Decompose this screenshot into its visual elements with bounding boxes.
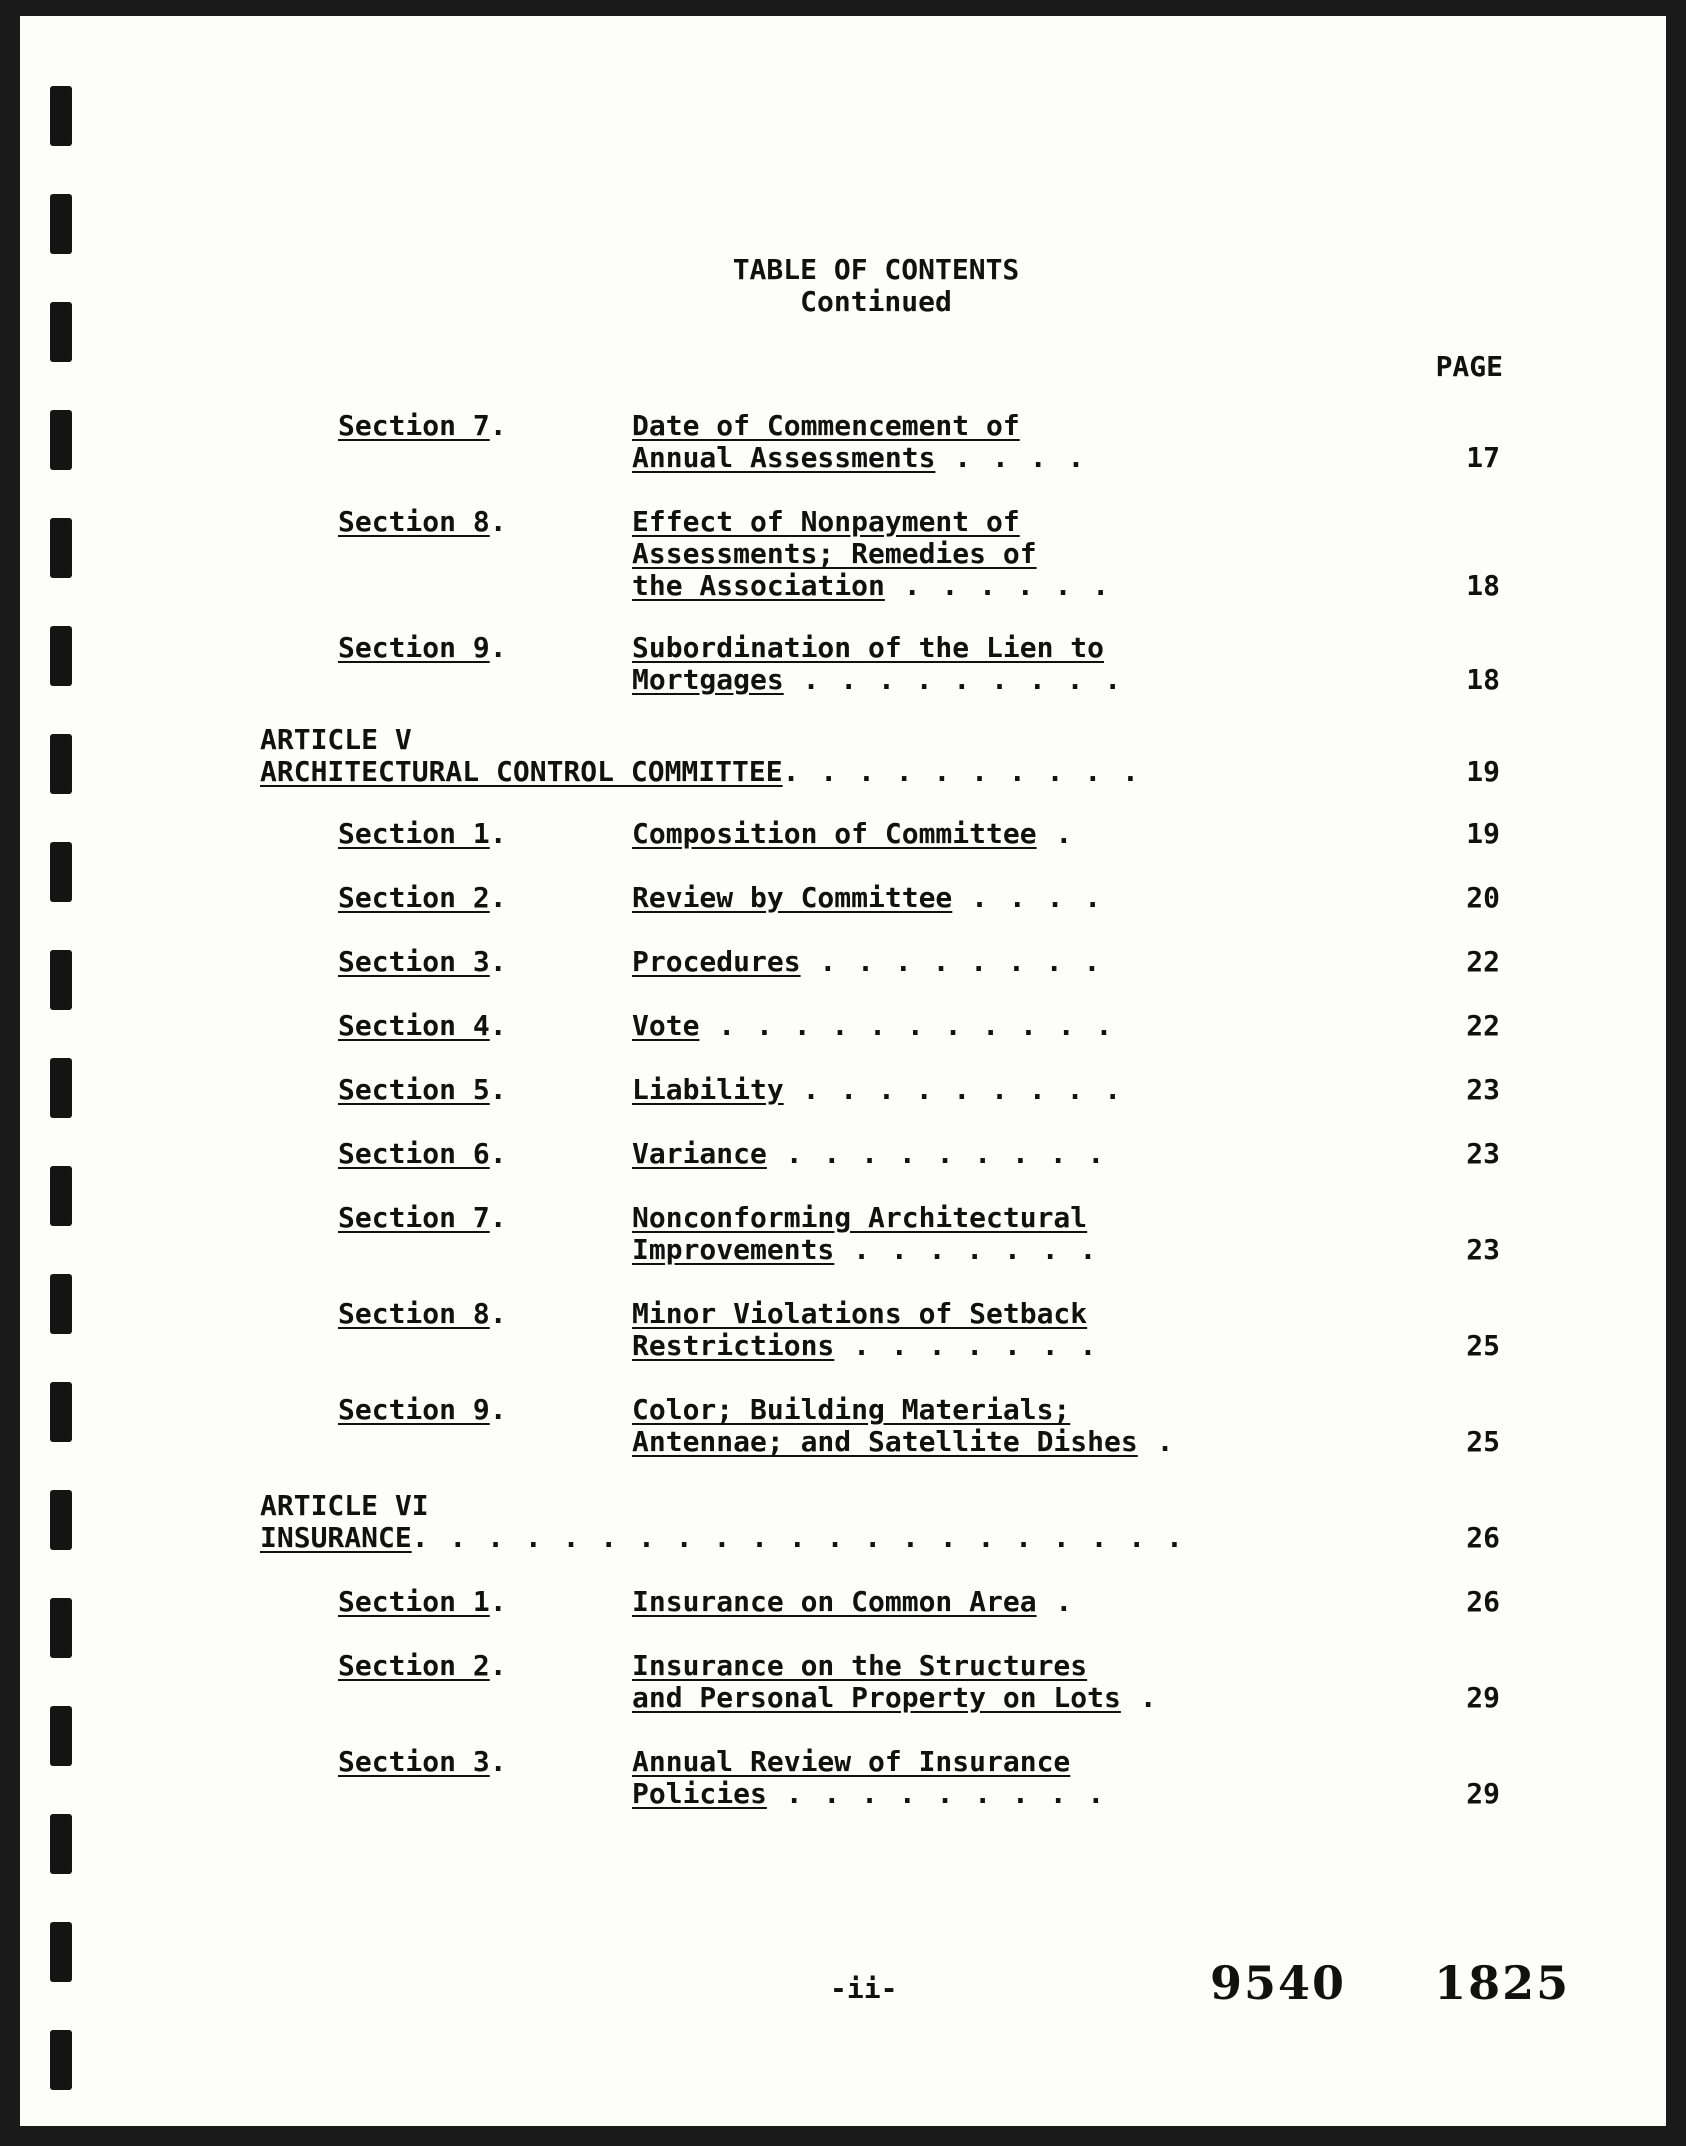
section-title-text: and Personal Property on Lots	[632, 1682, 1121, 1714]
punch-hole	[50, 518, 72, 578]
article-number: ARTICLE VI	[260, 1490, 429, 1522]
punch-hole	[50, 86, 72, 146]
page-number: 20	[1466, 881, 1500, 914]
section-title-text: Assessments; Remedies of	[632, 538, 1037, 570]
section-title-text: Variance	[632, 1138, 767, 1170]
punch-hole	[50, 1166, 72, 1226]
section-title-text: the Association	[632, 570, 885, 602]
leader-dots: . . . . . . .	[834, 1330, 1099, 1362]
punch-hole	[50, 1922, 72, 1982]
section-label: Section 9.	[338, 1393, 507, 1426]
page-number: 19	[1466, 755, 1500, 788]
punch-hole	[50, 1382, 72, 1442]
section-title-line	[632, 818, 1252, 850]
leader-dots: .	[1120, 1682, 1159, 1714]
document-stamp	[1210, 1956, 1570, 2010]
page-number: 25	[1466, 1425, 1500, 1458]
punch-hole	[50, 1706, 72, 1766]
section-title-line	[632, 1426, 1252, 1458]
section-label: Section 8.	[338, 1297, 507, 1330]
stamp-number-left: 9540	[1210, 1956, 1347, 2010]
section-title-line	[632, 632, 1252, 664]
toc-header	[20, 254, 1666, 318]
article-title-line	[260, 756, 1260, 788]
section-label: Section 2.	[338, 881, 507, 914]
section-title-text: Procedures	[632, 946, 801, 978]
section-title-text: Nonconforming Architectural	[632, 1202, 1088, 1234]
section-title-text: Mortgages	[632, 664, 784, 696]
section-title-line	[632, 506, 1252, 538]
section-title-line	[632, 1682, 1252, 1714]
section-title-line	[632, 882, 1252, 914]
leader-dots: . . . . . . . . .	[766, 1778, 1107, 1810]
section-label-text: Section 5	[338, 1073, 490, 1106]
section-title-line	[632, 1586, 1252, 1618]
section-title	[632, 1010, 1252, 1042]
section-label: Section 6.	[338, 1137, 507, 1170]
footer-page-number: -ii-	[830, 1972, 898, 2005]
section-label-text: Section 9	[338, 631, 490, 664]
leader-dots: . . . . . . . .	[800, 946, 1103, 978]
stamp-number-right: 1825	[1434, 1956, 1571, 2010]
punch-hole	[50, 950, 72, 1010]
section-title-text: Vote	[632, 1010, 700, 1042]
page-column-label: PAGE	[1435, 350, 1503, 383]
section-title-text: Effect of Nonpayment of	[632, 506, 1020, 538]
page-number: 26	[1466, 1585, 1500, 1618]
section-label-text: Section 9	[338, 1393, 490, 1426]
binder-punch-holes	[50, 66, 80, 2126]
section-title-line	[632, 1010, 1252, 1042]
section-label-text: Section 7	[338, 409, 490, 442]
section-label-text: Section 1	[338, 1585, 490, 1618]
leader-dots: .	[1036, 1586, 1075, 1618]
section-label: Section 2.	[338, 1649, 507, 1682]
section-title-line	[632, 1074, 1252, 1106]
section-label: Section 1.	[338, 817, 507, 850]
section-title	[632, 1394, 1252, 1458]
page-number: 26	[1466, 1521, 1500, 1554]
leader-dots: . . . . . . . . . .	[782, 756, 1141, 788]
section-title	[632, 506, 1252, 602]
document-page	[20, 16, 1666, 2126]
section-title-text: Liability	[632, 1074, 784, 1106]
punch-hole	[50, 842, 72, 902]
toc-subtitle: Continued	[800, 285, 952, 318]
toc-title: TABLE OF CONTENTS	[732, 253, 1020, 286]
section-title	[632, 818, 1252, 850]
section-label-text: Section 7	[338, 1201, 490, 1234]
section-title-line	[632, 570, 1252, 602]
page-number: 18	[1466, 663, 1500, 696]
section-label-text: Section 2	[338, 881, 490, 914]
section-title-text: Minor Violations of Setback	[632, 1298, 1088, 1330]
section-title-text: Policies	[632, 1778, 767, 1810]
section-title-text: Color; Building Materials;	[632, 1394, 1071, 1426]
section-title-text: Subordination of the Lien to	[632, 632, 1105, 664]
section-title	[632, 1074, 1252, 1106]
section-title-line	[632, 1298, 1252, 1330]
section-title	[632, 1202, 1252, 1266]
section-label: Section 9.	[338, 631, 507, 664]
section-title-line	[632, 664, 1252, 696]
punch-hole	[50, 1814, 72, 1874]
leader-dots: . . . . . .	[884, 570, 1112, 602]
section-label-text: Section 3	[338, 1745, 490, 1778]
page-number: 29	[1466, 1681, 1500, 1714]
punch-hole	[50, 626, 72, 686]
page-number: 25	[1466, 1329, 1500, 1362]
section-label: Section 7.	[338, 1201, 507, 1234]
leader-dots: .	[1036, 818, 1075, 850]
leader-dots: . . . .	[935, 442, 1087, 474]
section-title-text: Annual Assessments	[632, 442, 936, 474]
page-number: 17	[1466, 441, 1500, 474]
punch-hole	[50, 1274, 72, 1334]
article-title: INSURANCE	[260, 1522, 412, 1554]
leader-dots: . . . . . . . . .	[783, 664, 1124, 696]
page-number: 23	[1466, 1233, 1500, 1266]
section-title-line	[632, 442, 1252, 474]
punch-hole	[50, 194, 72, 254]
section-label-text: Section 8	[338, 1297, 490, 1330]
section-title-line	[632, 1650, 1252, 1682]
section-title	[632, 632, 1252, 696]
leader-dots: . . . . . . . . . . . . . . . . . . . . .	[411, 1522, 1185, 1554]
punch-hole	[50, 1058, 72, 1118]
section-label: Section 8.	[338, 505, 507, 538]
section-title	[632, 1586, 1252, 1618]
section-title	[632, 1298, 1252, 1362]
page-number: 19	[1466, 817, 1500, 850]
leader-dots: . . . . . . . . .	[766, 1138, 1107, 1170]
section-label-text: Section 4	[338, 1009, 490, 1042]
punch-hole	[50, 734, 72, 794]
leader-dots: . . . . . . . . .	[783, 1074, 1124, 1106]
section-title	[632, 410, 1252, 474]
section-title-text: Annual Review of Insurance	[632, 1746, 1071, 1778]
article-title: ARCHITECTURAL CONTROL COMMITTEE	[260, 756, 783, 788]
article-number: ARTICLE V	[260, 724, 412, 756]
page-number: 22	[1466, 945, 1500, 978]
section-title-text: Improvements	[632, 1234, 835, 1266]
page-number: 18	[1466, 569, 1500, 602]
page-number: 23	[1466, 1137, 1500, 1170]
section-title-text: Insurance on Common Area	[632, 1586, 1037, 1618]
section-title-text: Antennae; and Satellite Dishes	[632, 1426, 1138, 1458]
article-title-line	[260, 1522, 1260, 1554]
section-title-text: Insurance on the Structures	[632, 1650, 1088, 1682]
section-title-text: Review by Committee	[632, 882, 953, 914]
section-label-text: Section 1	[338, 817, 490, 850]
page-number: 23	[1466, 1073, 1500, 1106]
section-label-text: Section 6	[338, 1137, 490, 1170]
section-title-line	[632, 1394, 1252, 1426]
punch-hole	[50, 410, 72, 470]
leader-dots: . . . .	[952, 882, 1104, 914]
section-title-line	[632, 1202, 1252, 1234]
punch-hole	[50, 2030, 72, 2090]
section-label: Section 7.	[338, 409, 507, 442]
leader-dots: . . . . . . .	[834, 1234, 1099, 1266]
section-title	[632, 1746, 1252, 1810]
section-label-text: Section 3	[338, 945, 490, 978]
section-title-line	[632, 1778, 1252, 1810]
section-title-line	[632, 1746, 1252, 1778]
section-label-text: Section 8	[338, 505, 490, 538]
leader-dots: .	[1137, 1426, 1176, 1458]
section-title-line	[632, 538, 1252, 570]
section-title-text: Date of Commencement of	[632, 410, 1020, 442]
article-heading	[260, 724, 1260, 788]
section-label: Section 4.	[338, 1009, 507, 1042]
section-label: Section 1.	[338, 1585, 507, 1618]
article-heading	[260, 1490, 1260, 1554]
section-label: Section 3.	[338, 945, 507, 978]
section-title-line	[632, 410, 1252, 442]
section-title	[632, 1650, 1252, 1714]
section-title	[632, 1138, 1252, 1170]
section-title-line	[632, 946, 1252, 978]
page-number: 22	[1466, 1009, 1500, 1042]
section-title	[632, 946, 1252, 978]
punch-hole	[50, 1598, 72, 1658]
section-title-text: Composition of Committee	[632, 818, 1037, 850]
section-title-text: Restrictions	[632, 1330, 835, 1362]
section-label-text: Section 2	[338, 1649, 490, 1682]
punch-hole	[50, 1490, 72, 1550]
section-label: Section 3.	[338, 1745, 507, 1778]
section-title-line	[632, 1330, 1252, 1362]
section-title	[632, 882, 1252, 914]
page-number: 29	[1466, 1777, 1500, 1810]
section-label: Section 5.	[338, 1073, 507, 1106]
section-title-line	[632, 1234, 1252, 1266]
leader-dots: . . . . . . . . . . .	[699, 1010, 1115, 1042]
section-title-line	[632, 1138, 1252, 1170]
